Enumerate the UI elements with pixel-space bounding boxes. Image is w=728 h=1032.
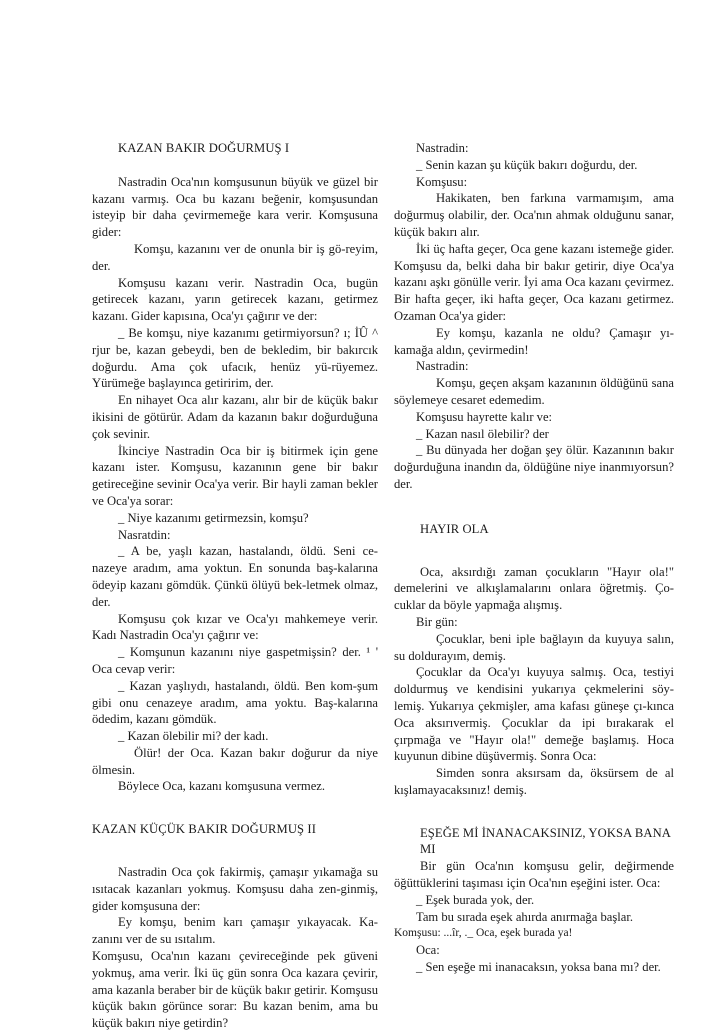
paragraph: _ Be komşu, niye kazanımı getirmiyorsun? ı; İÛ ^ rjur be, kazan gebeydi, ben de bekledim, bir bakırcık doğurdu. Ama çok ufacık, henüz yü-rüyemez. Yürümeğe başlayınca getiririm, der. <box>92 325 378 391</box>
right-column <box>394 140 674 976</box>
paragraph: _ Niye kazanımı getirmezsin, komşu? <box>118 510 309 525</box>
paragraph: Simden sonra aksırsam da, öksürsem de al kışlamayacaksınız! demiş. <box>394 766 674 797</box>
story-title: KAZAN KÜÇÜK BAKIR DOĞURMUŞ II <box>92 822 316 837</box>
paragraph: Hakikaten, ben farkına varmamışım, ama doğurmuş olabilir, der. Oca'nın ahmak olduğunu sanar, küçük bakırı alır. <box>394 191 674 239</box>
paragraph: _ Kazan ölebilir mi? der kadı. <box>118 729 269 744</box>
paragraph: Nastradin: <box>416 359 469 374</box>
paragraph: Komşusu kazanı verir. Nastradin Oca, bugün getirecek kazanı, yarın getirecek kazanı, getirmez kazanı. Gider kapısına, Oca'yı çağırır ve der: <box>92 275 378 324</box>
paragraph: _ A be, yaşlı kazan, hastalandı, öldü. Seni ce-nazeye aradım, ama yoktun. En sonunda baş-kalarına ödeyip kazanı gömdük. Çünkü ölüyü bek-letmek olmaz, der. <box>92 544 378 609</box>
paragraph: Nasratdin: <box>118 527 171 542</box>
paragraph: Nastradin Oca çok fakirmiş, çamaşır yıkamağa su ısıtacak kazanları yokmuş. Komşusu daha zen-ginmiş, gider komşusuna der: <box>92 865 378 913</box>
paragraph: _ Senin kazan şu küçük bakırı doğurdu, der. <box>416 157 638 172</box>
paragraph: Komşu, kazanını ver de onunla bir iş gö-reyim, der. <box>92 241 378 273</box>
paragraph: _ Komşunun kazanını niye gaspetmişsin? der. ¹ ' Oca cevap verir: <box>92 645 378 676</box>
spacer <box>394 493 674 521</box>
story-title: HAYIR OLA <box>420 521 489 536</box>
paragraph: Ölür! der Oca. Kazan bakır doğurur da niye ölmesin. <box>92 745 378 777</box>
spacer <box>394 538 674 564</box>
paragraph: Oca, aksırdığı zaman çocukların "Hayır ola!" demelerini ve alkışlamalarını onlara öğretmiş. Ço-cuklar da böyle yapmağa alışmış. <box>394 564 674 613</box>
spacer <box>92 157 378 174</box>
story-title: KAZAN BAKIR DOĞURMUŞ I <box>118 141 290 155</box>
paragraph: En nihayet Oca alır kazanı, alır bir de küçük bakır ikisini de götürür. Adam da kazanın bakır doğurduğuna çok sevinir. <box>92 393 378 441</box>
story-title: EŞEĞE Mİ İNANACAKSINIZ, YOKSA BANA MI <box>420 825 671 857</box>
paragraph: Tam bu sırada eşek ahırda anırmağa başlar. <box>416 909 633 924</box>
left-column <box>92 140 378 1032</box>
paragraph: Nastradin Oca'nın komşusunun büyük ve güzel bir kazanı varmış. Oca bu kazanı beğenir, komşusundan isteyip bir daha çevirmemeğe kara verir. Komşusuna gider: <box>92 174 378 240</box>
paragraph: Komşusu çok kızar ve Oca'yı mahkemeye verir. Kadı Nastradin Oca'yı çağırır ve: <box>92 611 378 643</box>
paragraph: _ Kazan yaşlıydı, hastalandı, öldü. Ben kom-şum gibi onu cenazeye aradım, ama yoktu. Baş-kalarına ödedim, kazanı gömdük. <box>92 678 378 727</box>
spacer <box>92 795 378 821</box>
spacer <box>92 838 378 864</box>
paragraph: İki üç hafta geçer, Oca gene kazanı istemeğe gider. Komşusu da, belki daha bir bakır getirir, diye Oca'ya kazanı aşkı gönülle verir. İyi ama Oca kazanı çevirmez. Bir hafta geçer, iki hafta geçer, Oca kazanı getirmez. Ozaman Oca'ya gider: <box>394 241 674 323</box>
paragraph: Komşusu: ...îr, ._ Oca, eşek burada ya! <box>394 927 573 940</box>
paragraph: _ Bu dünyada her doğan şey ölür. Kazanının bakır doğurduğuna inandın da, öldüğüne niye inanmıyorsun? der. <box>394 443 674 491</box>
paragraph: Oca: <box>416 943 440 958</box>
paragraph: Çocuklar da Oca'yı kuyuya salmış. Oca, testiyi doldurmuş ve kendisini yukarıya çekmelerini söy-lemiş. Yukarıya çekmişler, ama kafası güneşe çı-kınca Oca aksırıvermiş. Çocuklar da ipi bırakarak el çırpmağa ve "Hayır ola!" demeğe başlamış. Hoca kuyunun dibine düşüvermiş. Sonra Oca: <box>394 665 674 764</box>
paragraph: _ Eşek burada yok, der. <box>416 892 535 907</box>
paragraph: Bir gün Oca'nın komşusu gelir, değirmende öğüttüklerini taşıması için Oca'nın eşeğini ister. Oca: <box>394 859 674 891</box>
paragraph: Ey komşu, kazanla ne oldu? Çamaşır yı-kamağa aldın, çevirmedin! <box>394 325 674 357</box>
paragraph: Çocuklar, beni iple bağlayın da kuyuya salın, su doldurayım, demiş. <box>394 631 674 663</box>
paragraph: Komşu, geçen akşam kazanının öldüğünü sana söylemeye cesaret edemedim. <box>394 376 674 407</box>
paragraph: Komşusu hayrette kalır ve: <box>416 409 553 424</box>
paragraph: Bir gün: <box>416 614 458 629</box>
spacer <box>394 799 674 825</box>
paragraph: Komşusu: <box>416 174 468 189</box>
paragraph: İkinciye Nastradin Oca bir iş bitirmek için gene kazanı ister. Komşusu, kazanının gene bir bakır getireceğine sevinir Oca'ya verir. Bir hayli zaman bekler ve Oca'ya sorar: <box>92 443 378 508</box>
paragraph: _ Sen eşeğe mi inanacaksın, yoksa bana mı? der. <box>416 960 661 975</box>
paragraph: Komşusu, Oca'nın kazanı çevireceğinde pek güveni yokmuş, ama verir. İki üç gün sonra Oca kazara çevirir, ama kazanla beraber bir de küçük bakır getirir. Komşusu küçük bakın görünce sorar: Bu kazan benim, ama bu küçük bakırı niye getirdin? <box>92 949 378 1031</box>
paragraph: Nastradin: <box>416 141 469 155</box>
paragraph: Böylece Oca, kazanı komşusuna vermez. <box>118 779 326 794</box>
paragraph: _ Kazan nasıl ölebilir? der <box>416 426 549 441</box>
paragraph: Ey komşu, benim karı çamaşır yıkayacak. Ka-zanını ver de su ısıtalım. <box>92 915 378 947</box>
